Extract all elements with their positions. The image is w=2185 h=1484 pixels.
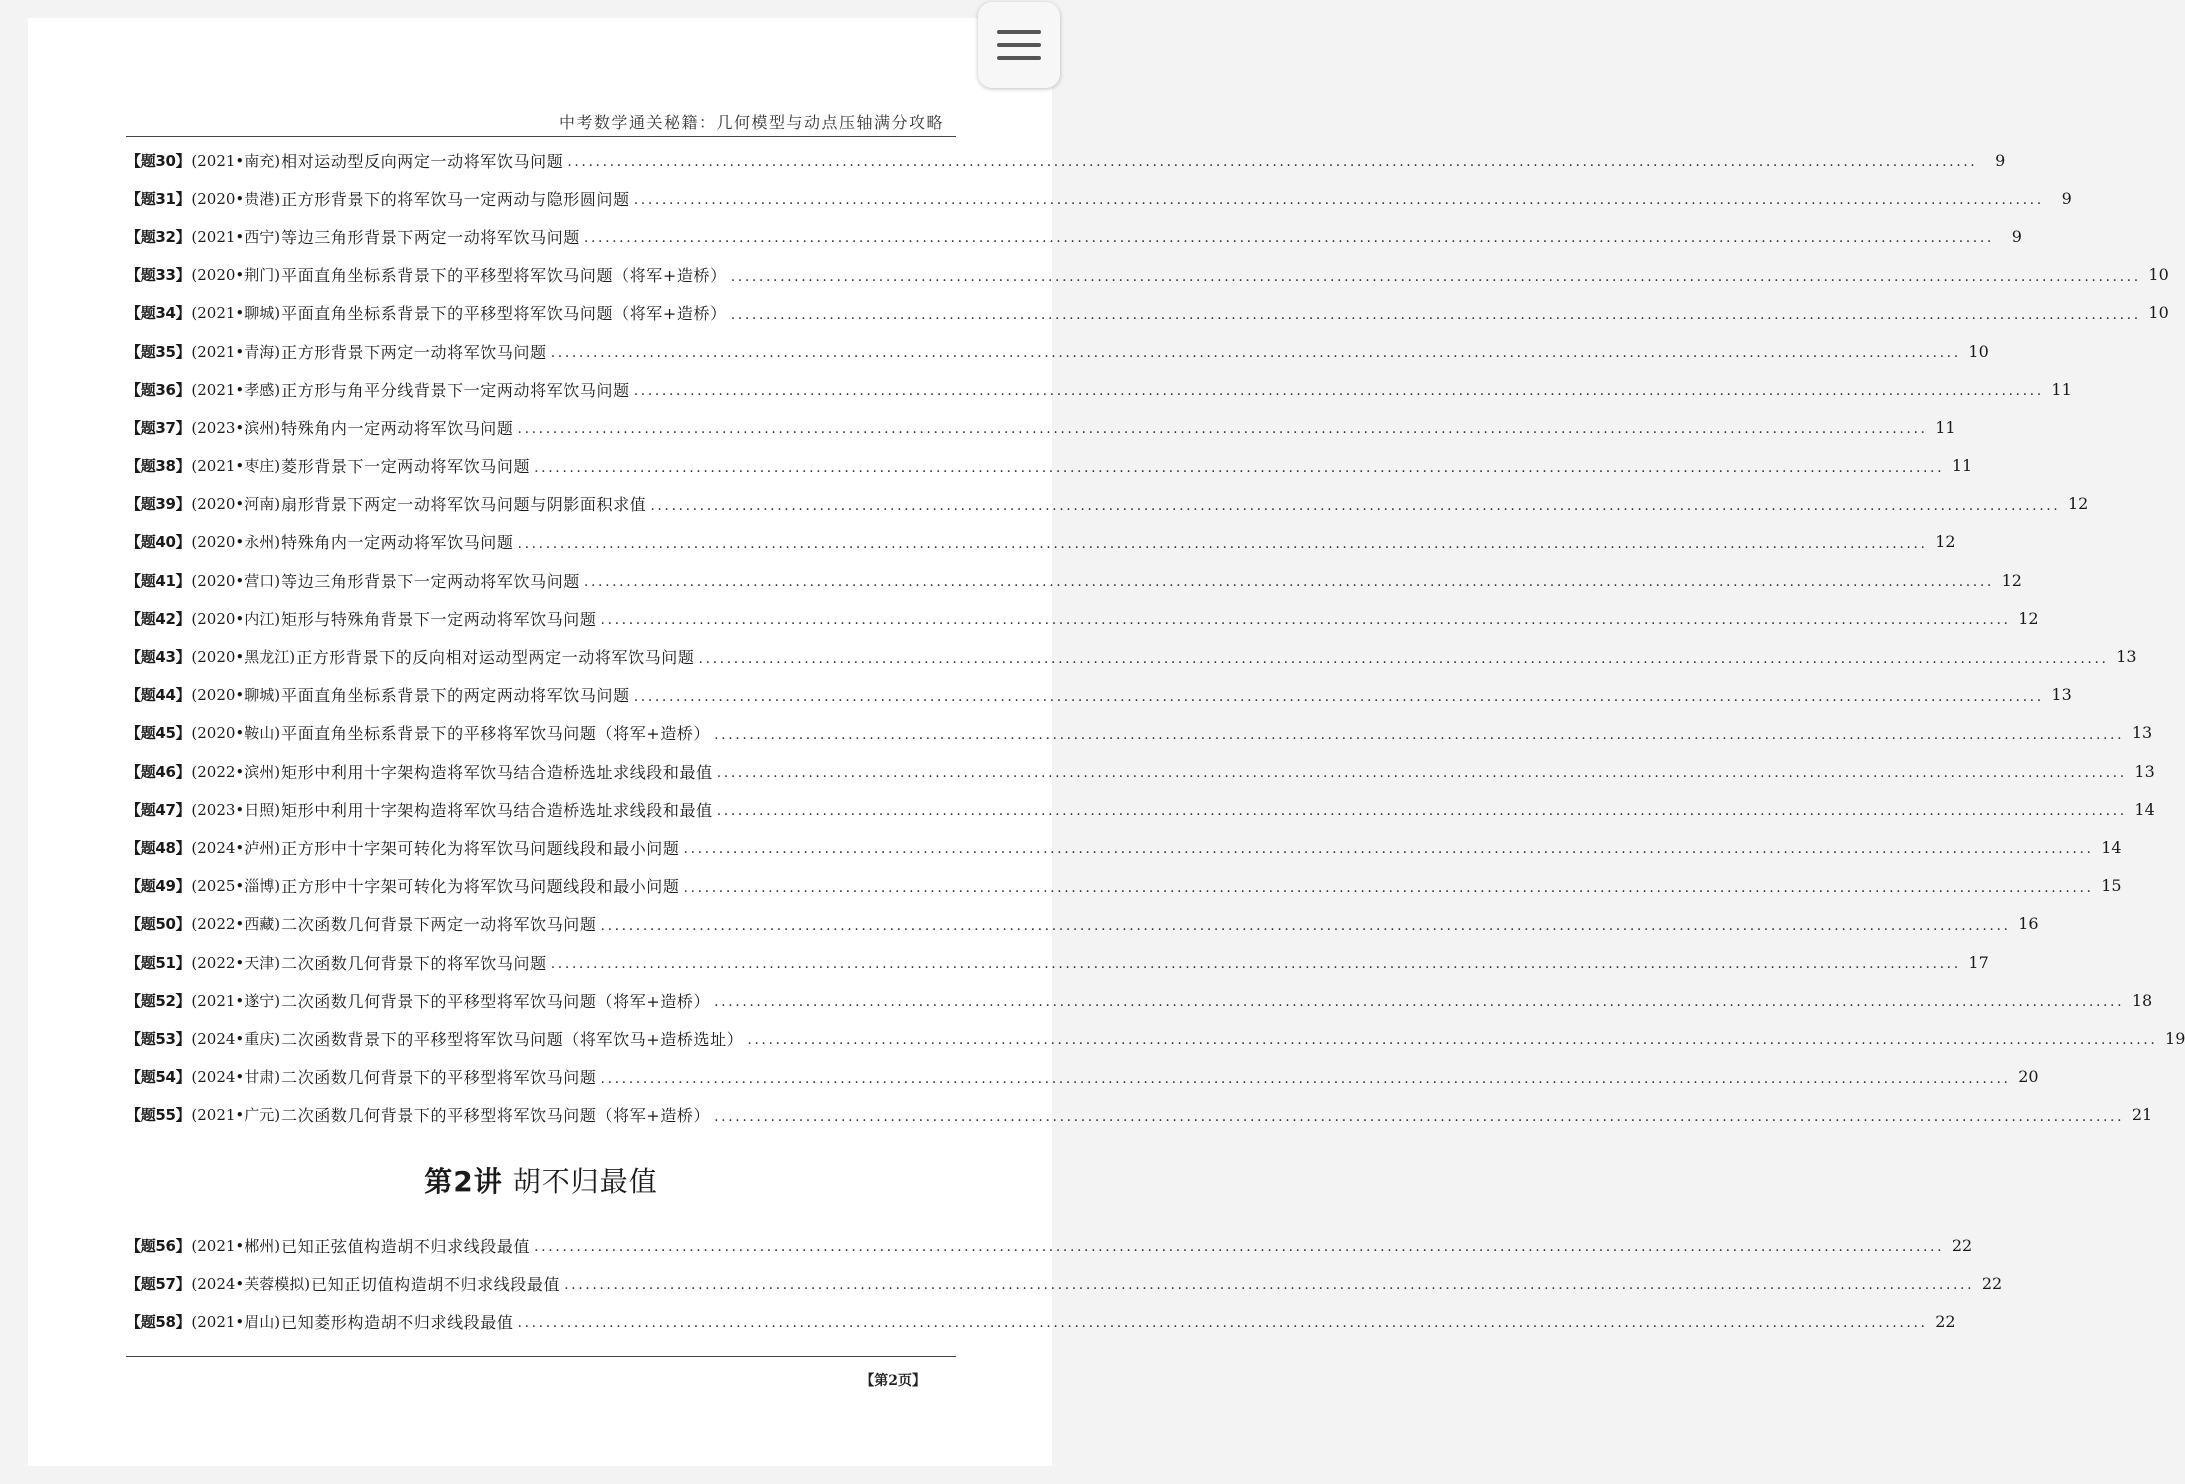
toc-leader-dots: ........................................................................................................................................................................................................ (714, 994, 2125, 1011)
toc-entry-title: 特殊角内一定两动将军饮马问题 (281, 533, 514, 553)
toc-entry-title: 正方形中十字架可转化为将军饮马问题线段和最小问题 (281, 838, 680, 858)
toc-entry[interactable] (126, 217, 2022, 255)
toc-leader-dots: ........................................................................................................................................................................................................ (600, 1070, 2011, 1087)
toc-entry-title: 平面直角坐标系背景下的两定两动将军饮马问题 (281, 686, 630, 706)
toc-entry-page: 12 (2018, 608, 2039, 628)
toc-entry-page: 11 (2051, 379, 2072, 399)
toc-entry[interactable] (126, 179, 2072, 217)
toc-entry-number: 【题55】 (126, 1106, 191, 1125)
menu-button[interactable] (978, 2, 1060, 88)
toc-entry-title: 平面直角坐标系背景下的平移型将军饮马问题（将军+造桥） (281, 304, 727, 324)
toc-entry[interactable] (126, 256, 2169, 294)
toc-entry[interactable] (126, 943, 1989, 981)
toc-entry-source: (2024•泸州) (191, 838, 281, 857)
toc-entry-title: 矩形与特殊角背景下一定两动将军饮马问题 (281, 609, 597, 629)
toc-entry-title: 菱形背景下一定两动将军饮马问题 (281, 457, 531, 477)
toc-entry-number: 【题52】 (126, 991, 191, 1010)
toc-entry-page: 9 (2011, 226, 2022, 246)
toc-leader-dots: ........................................................................................................................................................................................................ (633, 192, 2044, 209)
toc-entry-number: 【题53】 (126, 1029, 191, 1048)
header-divider (126, 136, 956, 137)
toc-entry-source: (2020•内江) (191, 609, 281, 628)
toc-entry-page: 12 (2001, 570, 2022, 590)
toc-entry-title: 二次函数几何背景下两定一动将军饮马问题 (281, 915, 597, 935)
toc-entry[interactable] (126, 294, 2169, 332)
toc-entry-number: 【题41】 (126, 571, 191, 590)
toc-leader-dots: ........................................................................................................................................................................................................ (600, 612, 2011, 629)
toc-entry-source: (2023•日照) (191, 800, 281, 819)
toc-entry-number: 【题43】 (126, 648, 191, 667)
toc-entry-number: 【题48】 (126, 838, 191, 857)
toc-entry-source: (2024•芙蓉模拟) (191, 1274, 311, 1293)
toc-entry-number: 【题32】 (126, 227, 191, 246)
lecture-number: 第2讲 (424, 1165, 503, 1198)
toc-entry-page: 21 (2131, 1105, 2153, 1125)
toc-entry-number: 【题49】 (126, 877, 191, 896)
toc-entry[interactable] (126, 1226, 1973, 1264)
toc-entry-title: 正方形背景下两定一动将军饮马问题 (281, 342, 547, 362)
toc-entry[interactable] (126, 370, 2072, 408)
toc-entry-title: 平面直角坐标系背景下的平移将军饮马问题（将军+造桥） (281, 724, 711, 744)
section-heading (126, 1160, 956, 1200)
toc-entry[interactable] (126, 485, 2089, 523)
toc-entry-page: 11 (1935, 417, 1956, 437)
toc-entry-page: 22 (1935, 1311, 1956, 1331)
toc-entry-number: 【题58】 (126, 1312, 191, 1331)
toc-entry-page: 14 (2134, 799, 2155, 819)
toc-entry[interactable] (126, 141, 2006, 179)
toc-entry-source: (2021•遂宁) (191, 991, 281, 1010)
toc-entry-source: (2020•聊城) (191, 686, 281, 705)
toc-entry-title: 正方形背景下的反向相对运动型两定一动将军饮马问题 (296, 648, 695, 668)
toc-entry[interactable] (126, 1019, 2185, 1057)
toc-entry-page: 19 (2165, 1028, 2185, 1048)
toc-entry-source: (2020•贵港) (191, 189, 281, 208)
toc-entry-page: 13 (2134, 761, 2155, 781)
toc-entry[interactable] (126, 561, 2022, 599)
toc-entry-number: 【题46】 (126, 762, 191, 781)
toc-entry-source: (2020•河南) (191, 495, 281, 514)
toc-leader-dots: ........................................................................................................................................................................................................ (534, 459, 1945, 476)
toc-entry-source: (2021•聊城) (191, 304, 281, 323)
toc-entry-source: (2020•黑龙江) (191, 648, 296, 667)
toc-entry-title: 等边三角形背景下一定两动将军饮马问题 (281, 571, 580, 591)
toc-entry-source: (2020•营口) (191, 571, 281, 590)
toc-entry-title: 二次函数几何背景下的将军饮马问题 (281, 953, 547, 973)
toc-entry-number: 【题35】 (126, 342, 191, 361)
toc-entry-title: 二次函数几何背景下的平移型将军饮马问题（将军+造桥） (281, 1106, 711, 1126)
toc-entry-source: (2021•眉山) (191, 1312, 281, 1331)
toc-entry-source: (2021•青海) (191, 342, 281, 361)
toc-entry-title: 二次函数几何背景下的平移型将军饮马问题（将军+造桥） (281, 991, 711, 1011)
toc-list (126, 141, 2185, 1134)
toc-leader-dots: ........................................................................................................................................................................................................ (534, 1239, 1945, 1256)
toc-list (126, 1226, 2003, 1341)
toc-entry-source: (2020•荆门) (191, 266, 281, 285)
toc-entry-source: (2023•滨州) (191, 418, 281, 437)
toc-entry[interactable] (126, 1058, 2039, 1096)
toc-leader-dots: ........................................................................................................................................................................................................ (550, 345, 1961, 362)
toc-entry-source: (2022•滨州) (191, 762, 281, 781)
hamburger-menu-icon-bar (997, 56, 1041, 60)
toc-entry-page: 22 (1981, 1273, 2003, 1293)
toc-entry-page: 12 (2068, 494, 2089, 514)
toc-entry[interactable] (126, 752, 2155, 790)
toc-entry-source: (2021•孝感) (191, 380, 281, 399)
toc-entry-number: 【题30】 (126, 151, 191, 170)
toc-entry[interactable] (126, 714, 2153, 752)
page-number: 【第2页】 (860, 1373, 926, 1389)
toc-entry-title: 已知正弦值构造胡不归求线段最值 (281, 1236, 531, 1256)
toc-entry[interactable] (126, 523, 1956, 561)
toc-entry-page: 12 (1935, 532, 1956, 552)
toc-entry[interactable] (126, 408, 1956, 446)
running-header: 中考数学通关秘籍：几何模型与动点压轴满分攻略 (558, 113, 944, 132)
toc-entry[interactable] (126, 1264, 2003, 1302)
toc-entry-page: 9 (1995, 150, 2006, 170)
toc-entry-source: (2020•永州) (191, 533, 281, 552)
toc-entry-source: (2024•重庆) (191, 1029, 281, 1048)
toc-entry-source: (2021•郴州) (191, 1236, 281, 1255)
toc-entry-title: 正方形中十字架可转化为将军饮马问题线段和最小问题 (281, 877, 680, 897)
toc-leader-dots: ........................................................................................................................................................................................................ (650, 497, 2061, 514)
toc-entry-number: 【题47】 (126, 800, 191, 819)
toc-entry-source: (2021•广元) (191, 1106, 281, 1125)
toc-leader-dots: ........................................................................................................................................................................................................ (714, 726, 2125, 743)
toc-entry-number: 【题33】 (126, 266, 191, 285)
toc-leader-dots: ........................................................................................................................................................................................................ (517, 1315, 1928, 1332)
lecture-title: 胡不归最值 (512, 1165, 658, 1198)
toc-entry-title: 相对运动型反向两定一动将军饮马问题 (281, 151, 564, 171)
toc-entry-page: 9 (2061, 188, 2072, 208)
toc-leader-dots: ........................................................................................................................................................................................................ (564, 1277, 1975, 1294)
toc-entry-page: 18 (2131, 990, 2153, 1010)
toc-entry-page: 22 (1951, 1235, 1973, 1255)
toc-entry-number: 【题44】 (126, 686, 191, 705)
toc-entry-title: 平面直角坐标系背景下的平移型将军饮马问题（将军+造桥） (281, 266, 727, 286)
toc-leader-dots: ........................................................................................................................................................................................................ (517, 421, 1928, 438)
toc-entry-page: 17 (1968, 952, 1989, 972)
toc-entry[interactable] (126, 790, 2155, 828)
toc-entry-number: 【题57】 (126, 1274, 191, 1293)
toc-entry[interactable] (126, 637, 2137, 675)
toc-entry-number: 【题31】 (126, 189, 191, 208)
toc-entry-source: (2025•淄博) (191, 877, 281, 896)
toc-entry-title: 已知正切值构造胡不归求线段最值 (311, 1274, 561, 1294)
toc-entry-title: 矩形中利用十字架构造将军饮马结合造桥选址求线段和最值 (281, 800, 713, 820)
toc-leader-dots: ........................................................................................................................................................................................................ (550, 956, 1961, 973)
toc-entry-number: 【题54】 (126, 1068, 191, 1087)
toc-entry-number: 【题51】 (126, 953, 191, 972)
toc-entry-page: 20 (2018, 1067, 2039, 1087)
toc-leader-dots: ........................................................................................................................................................................................................ (716, 803, 2127, 820)
toc-entry[interactable] (126, 867, 2122, 905)
toc-leader-dots: ........................................................................................................................................................................................................ (683, 841, 2094, 858)
toc-leader-dots: ........................................................................................................................................................................................................ (716, 765, 2127, 782)
toc-entry[interactable] (126, 332, 1989, 370)
toc-entry-title: 正方形与角平分线背景下一定两动将军饮马问题 (281, 380, 630, 400)
toc-entry-source: (2021•枣庄) (191, 457, 281, 476)
hamburger-menu-icon (997, 30, 1041, 34)
toc-entry[interactable] (126, 676, 2072, 714)
toc-entry-source: (2022•西藏) (191, 915, 281, 934)
toc-leader-dots: ........................................................................................................................................................................................................ (517, 535, 1928, 552)
toc-entry-number: 【题36】 (126, 380, 191, 399)
toc-entry-page: 10 (1968, 341, 1989, 361)
toc-entry-number: 【题37】 (126, 418, 191, 437)
toc-leader-dots: ........................................................................................................................................................................................................ (730, 268, 2141, 285)
toc-entry-number: 【题50】 (126, 915, 191, 934)
toc-leader-dots: ........................................................................................................................................................................................................ (747, 1032, 2158, 1049)
toc-entry-source: (2024•甘肃) (191, 1068, 281, 1087)
toc-entry-title: 扇形背景下两定一动将军饮马问题与阴影面积求值 (281, 495, 647, 515)
toc-entry-page: 16 (2018, 914, 2039, 934)
toc-leader-dots: ........................................................................................................................................................................................................ (714, 1108, 2125, 1125)
toc-entry-source: (2020•鞍山) (191, 724, 281, 743)
toc-leader-dots: ........................................................................................................................................................................................................ (730, 306, 2141, 323)
toc-entry-source: (2021•西宁) (191, 227, 281, 246)
toc-entry-source: (2021•南充) (191, 151, 281, 170)
toc-entry-title: 矩形中利用十字架构造将军饮马结合造桥选址求线段和最值 (281, 762, 713, 782)
footer-divider (126, 1356, 956, 1357)
toc-entry-number: 【题56】 (126, 1236, 191, 1255)
toc-leader-dots: ........................................................................................................................................................................................................ (567, 154, 1978, 171)
toc-entry[interactable] (126, 447, 1973, 485)
toc-entry[interactable] (126, 828, 2122, 866)
toc-entry-page: 13 (2116, 647, 2137, 667)
toc-entry-page: 14 (2101, 837, 2122, 857)
toc-entry[interactable] (126, 1302, 1956, 1340)
toc-leader-dots: ........................................................................................................................................................................................................ (633, 688, 2044, 705)
toc-entry-title: 二次函数背景下的平移型将军饮马问题（将军饮马+造桥选址） (281, 1029, 744, 1049)
toc-entry-page: 11 (1951, 456, 1973, 476)
toc-entry-title: 正方形背景下的将军饮马一定两动与隐形圆问题 (281, 189, 630, 209)
toc-entry-number: 【题34】 (126, 304, 191, 323)
toc-entry[interactable] (126, 1096, 2153, 1134)
toc-entry-number: 【题42】 (126, 609, 191, 628)
toc-entry[interactable] (126, 599, 2039, 637)
toc-leader-dots: ........................................................................................................................................................................................................ (683, 879, 2094, 896)
toc-entry-title: 已知菱形构造胡不归求线段最值 (281, 1312, 514, 1332)
toc-leader-dots: ........................................................................................................................................................................................................ (633, 383, 2044, 400)
toc-entry-title: 特殊角内一定两动将军饮马问题 (281, 418, 514, 438)
toc-entry-number: 【题45】 (126, 724, 191, 743)
toc-entry-title: 二次函数几何背景下的平移型将军饮马问题 (281, 1068, 597, 1088)
toc-leader-dots: ........................................................................................................................................................................................................ (583, 230, 1994, 247)
toc-entry-number: 【题40】 (126, 533, 191, 552)
toc-leader-dots: ........................................................................................................................................................................................................ (600, 917, 2011, 934)
toc-entry-title: 等边三角形背景下两定一动将军饮马问题 (281, 227, 580, 247)
toc-entry-page: 13 (2051, 685, 2072, 705)
toc-entry-page: 10 (2148, 303, 2169, 323)
toc-entry-page: 15 (2101, 876, 2122, 896)
toc-entry-page: 10 (2148, 265, 2169, 285)
toc-entry-page: 13 (2131, 723, 2153, 743)
toc-entry-source: (2022•天津) (191, 953, 281, 972)
toc-entry-number: 【题39】 (126, 495, 191, 514)
toc-entry[interactable] (126, 905, 2039, 943)
hamburger-menu-icon-bar (997, 43, 1041, 47)
toc-entry[interactable] (126, 981, 2153, 1019)
toc-leader-dots: ........................................................................................................................................................................................................ (583, 574, 1994, 591)
toc-leader-dots: ........................................................................................................................................................................................................ (698, 650, 2109, 667)
toc-entry-number: 【题38】 (126, 457, 191, 476)
